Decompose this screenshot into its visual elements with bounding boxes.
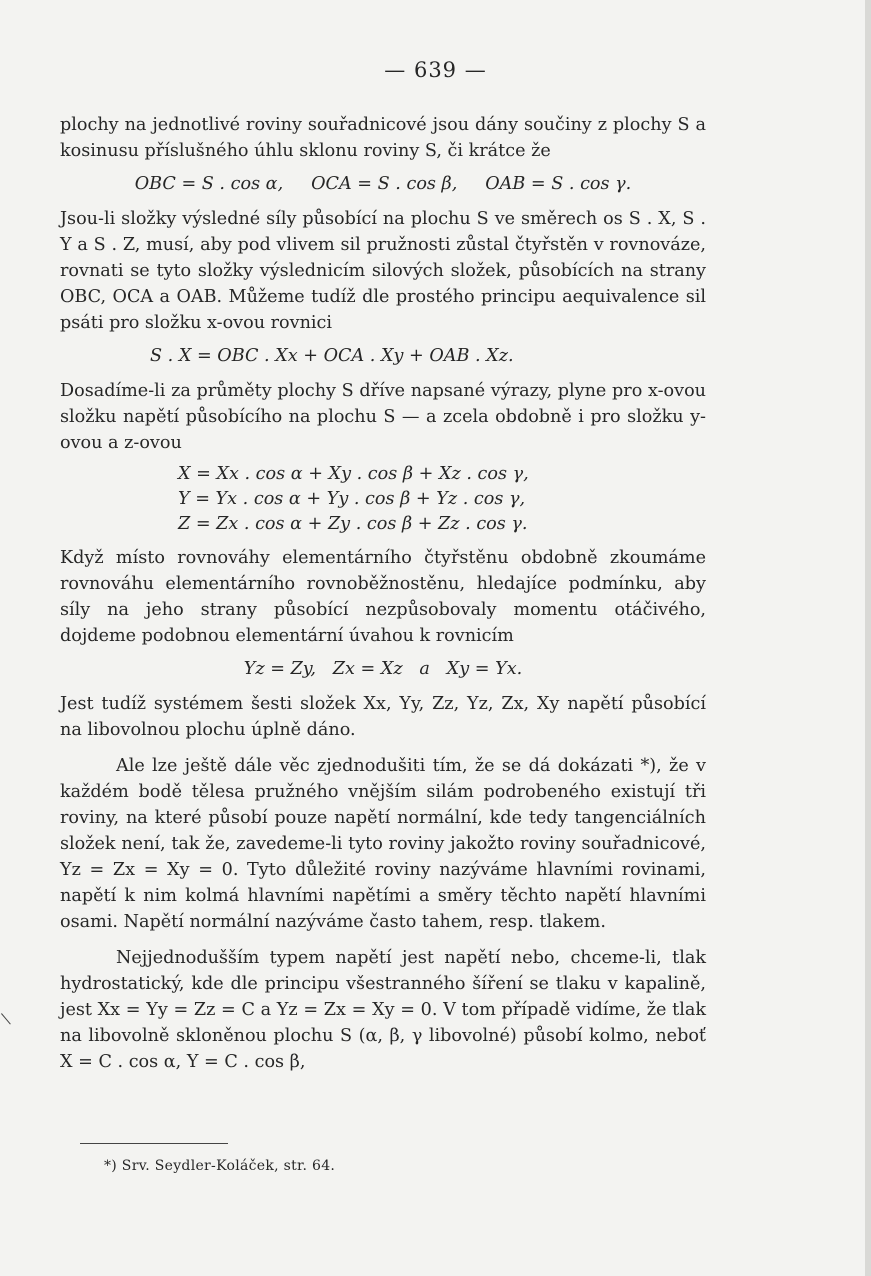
equation-x-component: S . X = OBC . Xx + OCA . Xy + OAB . Xz. — [150, 346, 514, 366]
page-number: — 639 — — [384, 58, 487, 82]
equation-direction-cosines: OBC = S . cos α, OCA = S . cos β, OAB = S . cos γ. — [134, 174, 632, 194]
paragraph-1: plochy na jednotlivé roviny souřadnicové jsou dány součiny z plochy S a kosinusu příslušného úhlu sklonu roviny S, či krátce že — [60, 115, 706, 161]
equation-y: Y = Yx . cos α + Yy . cos β + Yz . cos γ, — [178, 489, 526, 509]
footnote: *) Srv. Seydler-Koláček, str. 64. — [104, 1158, 336, 1174]
paragraph-2: Jsou-li složky výsledné síly působící na plochu S ve směrech os S . X, S . Y a S . Z, musí, aby pod vlivem sil pružnosti zůstal čtyřstěn v rovnováze, rovnati se tyto složky výslednicím silových složek, působících na strany OBC, OCA a OAB. Můžeme tudíž dle prostého principu aequivalence sil psáti pro složku x-ovou rovnici — [60, 209, 706, 333]
paragraph-5: Jest tudíž systémem šesti složek Xx, Yy, Zz, Yz, Zx, Xy napětí působící na libovolnou plochu úplně dáno. — [60, 694, 706, 740]
page-edge-shadow — [865, 0, 871, 1276]
equation-symmetry: Yz = Zy, Zx = Xz a Xy = Yx. — [243, 659, 523, 679]
equation-x: X = Xx . cos α + Xy . cos β + Xz . cos γ, — [178, 464, 529, 484]
paragraph-4: Když místo rovnováhy elementárního čtyřstěnu obdobně zkoumáme rovnováhu elementárního rovnoběžnostěnu, hledajíce podmínku, aby síly na jeho strany působící nezpůsobovaly momentu otáčivého, dojdeme podobnou elementární úvahou k rovnicím — [60, 548, 706, 646]
footnote-rule — [80, 1143, 228, 1144]
paragraph-3: Dosadíme-li za průměty plochy S dříve napsané výrazy, plyne pro x-ovou složku napětí působícího na plochu S — a zcela obdobně i pro složku y-ovou a z-ovou — [60, 381, 706, 453]
paragraph-6: Ale lze ještě dále věc zjednodušiti tím, že se dá dokázati *), že v každém bodě tělesa pružného vnějším silám podrobeného existují tři roviny, na které působí pouze napětí normální, kde tedy tangenciálních složek není, tak že, zavedeme-li tyto roviny jakožto roviny souřadnicové, Yz = Zx = Xy = 0. Tyto důležité roviny nazýváme hlavními rovinami, napětí k nim kolmá hlavními napětími a směry těchto napětí hlavními osami. Napětí normální nazýváme často tahem, resp. tlakem. — [60, 756, 706, 932]
margin-pencil-mark — [1, 1005, 20, 1024]
equation-system-xyz — [60, 456, 706, 545]
paragraph-7: Nejjednodušším typem napětí jest napětí nebo, chceme-li, tlak hydrostatický, kde dle principu všestranného šíření se tlaku v kapalině, jest Xx = Yy = Zz = C a Yz = Zx = Xy = 0. V tom případě vidíme, že tlak na libovolně skloněnou plochu S (α, β, γ libovolné) působí kolmo, neboť X = C . cos α, Y = C . cos β, — [60, 948, 706, 1072]
page-body — [60, 112, 706, 1075]
equation-z: Z = Zx . cos α + Zy . cos β + Zz . cos γ. — [178, 514, 528, 534]
